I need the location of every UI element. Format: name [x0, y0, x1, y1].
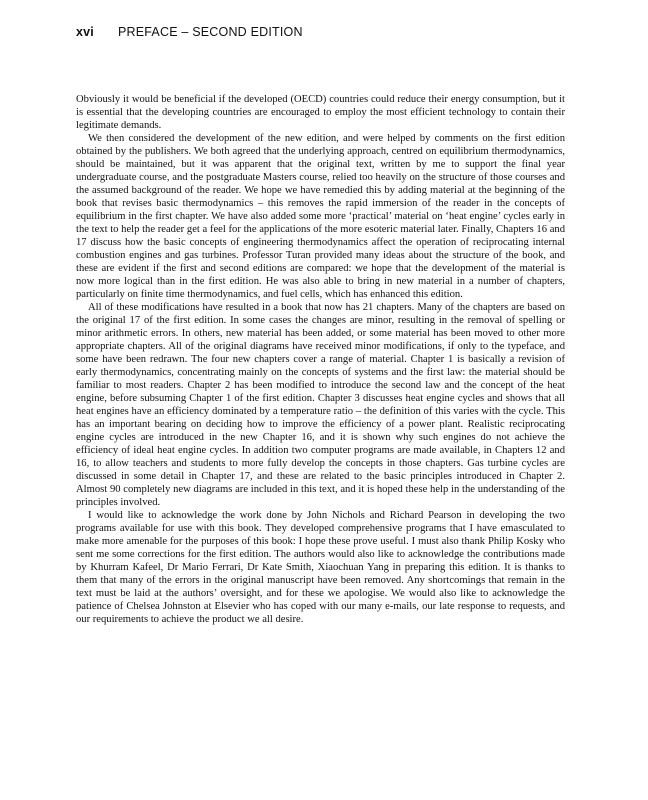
paragraph-modifications: All of these modifications have resulted in a book that now has 21 chapters. Many of the chapters are based on the original 17 of the first edition. In some cases the changes are minor, resulting in the removal of spelling or minor arithmetic errors. In others, new material has been added, or some material has been moved to other more appropriate chapters. All of the original diagrams have received minor modifications, if only to the typeface, and some have been redrawn. The four new chapters cover a range of material. Chapter 1 is basically a revision of early thermodynamics, concentrating mainly on the concepts of systems and the first law: the material should be familiar to most readers. Chapter 2 has been modified to introduce the second law and the concept of the heat engine, before subsuming Chapter 1 of the first edition. Chapter 3 discusses heat engine cycles and shows that all heat engines have an efficiency dominated by a temperature ratio – the definition of this varies with the cycle. This has an important bearing on deciding how to improve the efficiency of a power plant. Realistic reciprocating engine cycles are introduced in the new Chapter 16, and it is shown why such engines do not achieve the efficiency of ideal heat engine cycles. In addition two computer programs are made available, in Chapters 12 and 16, to allow teachers and students to more fully develop the concepts in those chapters. Gas turbine cycles are discussed in some detail in Chapter 17, and these are related to the basic principles introduced in Chapter 2. Almost 90 completely new diagrams are included in this text, and it is hoped these help in the understanding of the principles involved.: [76, 302, 565, 508]
paragraph-continued: Obviously it would be beneficial if the developed (OECD) countries could reduce their energy consumption, but it is essential that the developing countries are encouraged to employ the most efficient technology to contain their legitimate demands.: [76, 94, 565, 131]
running-title: PREFACE – SECOND EDITION: [117, 25, 303, 39]
page-number: xvi: [76, 25, 94, 39]
paragraph-new-edition: We then considered the development of the new edition, and were helped by comments on the first edition obtained by the publishers. We both agreed that the underlying approach, centred on equilibrium thermodynamics, should be maintained, but it was apparent that the original text, written by me to support the final year undergraduate course, and the postgraduate Masters course, relied too heavily on the structure of those courses and the assumed background of the reader. We hope we have remedied this by adding material at the beginning of the book that revises basic thermodynamics – this removes the rapid immersion of the reader in the concepts of equilibrium in the first chapter. We have also added some more ‘practical’ material on ‘heat engine’ cycles early in the text to help the reader get a feel for the applications of the more esoteric material later. Finally, Chapters 16 and 17 discuss how the basic concepts of engineering thermodynamics affect the operation of reciprocating internal combustion engines and gas turbines. Professor Turan provided many ideas about the structure of the book, and these are evident if the first and second editions are compared: we hope that the development of the material is now more logical than in the first edition. He was also able to bring in new material in a number of chapters, particularly on finite time thermodynamics, and fuel cells, which has enhanced this edition.: [76, 133, 565, 300]
preface-body: [76, 93, 565, 626]
paragraph-acknowledgements: I would like to acknowledge the work done by John Nichols and Richard Pearson in developing the two programs available for use with this book. They developed comprehensive programs that I have emasculated to make more amenable for the purposes of this book: I hope these prove useful. I must also thank Philip Kosky who sent me some corrections for the first edition. The authors would also like to acknowledge the contributions made by Khurram Kafeel, Dr Mario Ferrari, Dr Kate Smith, Xiaochuan Yang in preparing this edition. It is thanks to them that many of the errors in the original manuscript have been removed. Any shortcomings that remain in the text must be laid at the authors’ oversight, and for these we apologise. We would also like to acknowledge the patience of Chelsea Johnston at Elsevier who has coped with our many e-mails, our late response to requests, and our requirements to achieve the product we all desire.: [76, 510, 565, 625]
running-header: [76, 25, 303, 43]
